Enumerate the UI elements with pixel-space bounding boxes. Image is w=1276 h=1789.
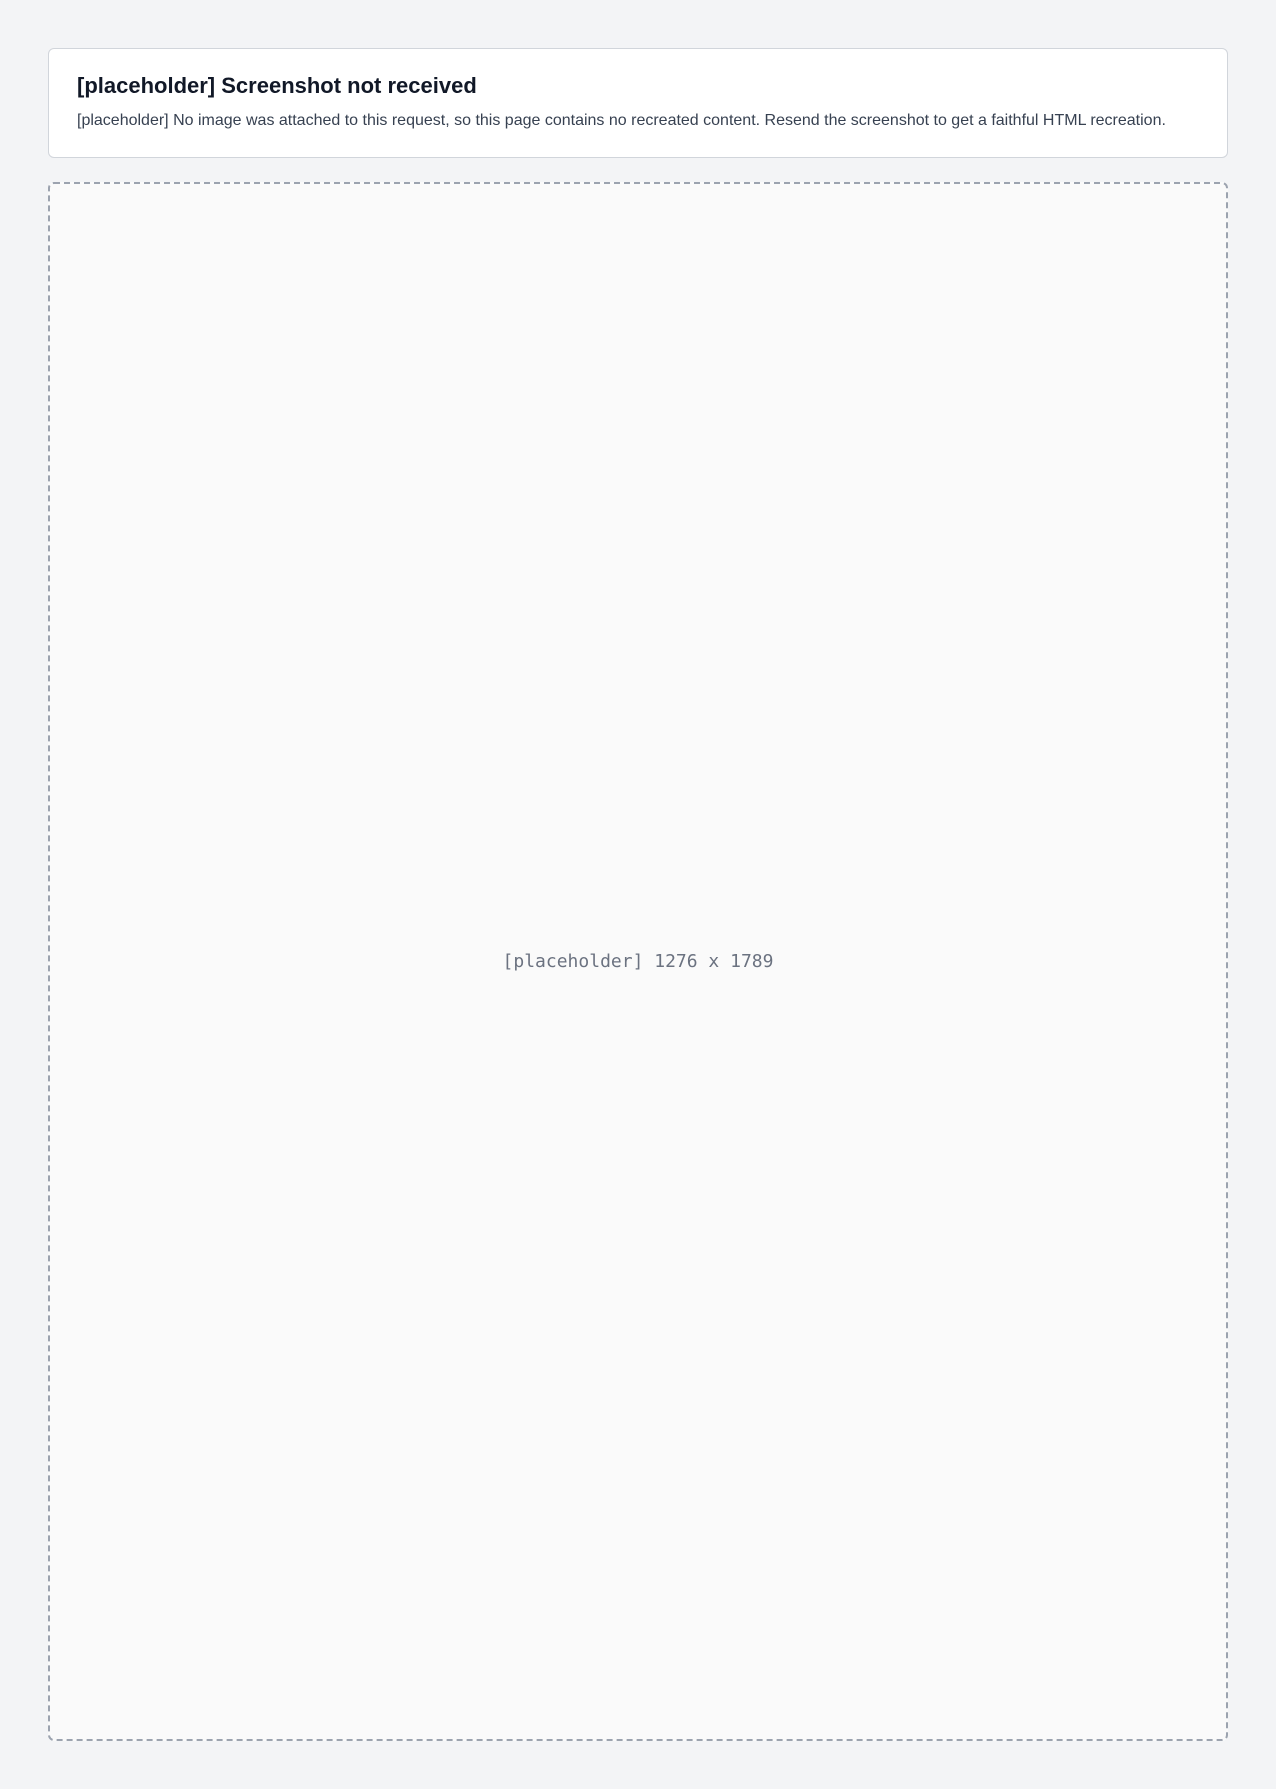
empty-canvas bbox=[48, 182, 1228, 1741]
canvas-size-label: [placeholder] 1276 x 1789 bbox=[502, 951, 774, 972]
notice-body: [placeholder] No image was attached to this request, so this page contains no recreated content. Resend the screenshot to get a faithful HTML recreation. bbox=[77, 112, 1166, 129]
missing-image-notice bbox=[48, 48, 1228, 158]
notice-title: [placeholder] Screenshot not received bbox=[77, 73, 477, 98]
